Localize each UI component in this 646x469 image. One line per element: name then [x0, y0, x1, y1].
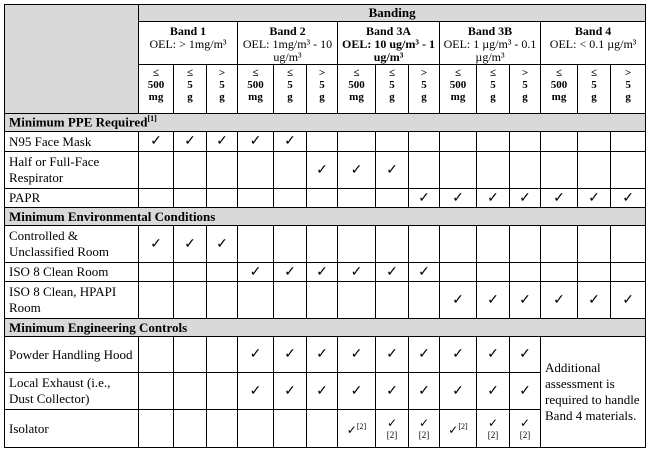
check-mark: ✓	[238, 337, 274, 373]
check-mark: ✓	[338, 373, 376, 410]
qty-subheader: ≤ 5 g	[274, 65, 307, 114]
empty-cell	[510, 152, 541, 189]
empty-cell	[174, 189, 207, 208]
empty-cell	[541, 132, 578, 152]
empty-cell	[307, 226, 338, 263]
row-label: PAPR	[5, 189, 139, 208]
empty-cell	[174, 282, 207, 319]
band-4-note: Additional assessment is required to handle Band 4 materials.	[541, 337, 646, 448]
row-label: ISO 8 Clean, HPAPI Room	[5, 282, 139, 319]
check-mark: ✓	[174, 132, 207, 152]
empty-cell	[477, 263, 510, 282]
qty-subheader: ≤ 500 mg	[139, 65, 174, 114]
empty-cell	[207, 410, 238, 448]
band-2-header	[238, 22, 338, 65]
check-mark: ✓	[238, 132, 274, 152]
check-mark: ✓	[409, 263, 440, 282]
band-oel: OEL: < 0.1 µg/m³	[549, 37, 637, 51]
empty-cell	[510, 132, 541, 152]
empty-cell	[541, 152, 578, 189]
empty-cell	[611, 226, 646, 263]
row-label: Local Exhaust (i.e., Dust Collector)	[5, 373, 139, 410]
check-mark: ✓	[376, 373, 409, 410]
band-oel: OEL: > 1mg/m³	[149, 37, 227, 51]
empty-cell	[578, 226, 611, 263]
section-engineering: Minimum Engineering Controls	[5, 319, 646, 337]
empty-cell	[477, 226, 510, 263]
check-mark: ✓	[307, 263, 338, 282]
table-row	[5, 226, 646, 263]
check-mark: ✓	[207, 226, 238, 263]
empty-cell	[376, 226, 409, 263]
empty-cell	[338, 282, 376, 319]
check-mark: ✓	[477, 337, 510, 373]
band-oel: OEL: 1 µg/m³ - 0.1 µg/m³	[443, 37, 537, 64]
check-mark-footnote: ✓ [2]	[376, 410, 409, 448]
empty-cell	[207, 373, 238, 410]
check-mark: ✓	[238, 263, 274, 282]
empty-cell	[510, 226, 541, 263]
row-label: Controlled & Unclassified Room	[5, 226, 139, 263]
qty-subheader: ≤ 5 g	[477, 65, 510, 114]
empty-cell	[440, 152, 477, 189]
empty-cell	[139, 282, 174, 319]
check-mark: ✓	[376, 263, 409, 282]
row-label: ISO 8 Clean Room	[5, 263, 139, 282]
check-mark: ✓	[440, 282, 477, 319]
corner-cell	[5, 5, 139, 114]
check-mark: ✓	[477, 282, 510, 319]
check-mark: ✓	[174, 226, 207, 263]
band-3b-header	[440, 22, 541, 65]
band-1-header	[139, 22, 238, 65]
empty-cell	[274, 152, 307, 189]
empty-cell	[174, 263, 207, 282]
empty-cell	[207, 189, 238, 208]
banding-title: Banding	[139, 5, 646, 22]
empty-cell	[578, 152, 611, 189]
empty-cell	[139, 189, 174, 208]
empty-cell	[307, 189, 338, 208]
check-mark: ✓	[541, 189, 578, 208]
empty-cell	[440, 132, 477, 152]
check-mark: ✓	[440, 337, 477, 373]
empty-cell	[578, 263, 611, 282]
empty-cell	[541, 226, 578, 263]
check-mark: ✓	[307, 337, 338, 373]
empty-cell	[174, 373, 207, 410]
qty-subheader: ≤ 500 mg	[338, 65, 376, 114]
empty-cell	[207, 282, 238, 319]
empty-cell	[510, 263, 541, 282]
empty-cell	[274, 226, 307, 263]
check-mark-footnote: ✓[2]	[338, 410, 376, 448]
check-mark: ✓	[440, 373, 477, 410]
check-mark-footnote: ✓ [2]	[477, 410, 510, 448]
band-name: Band 3A	[365, 24, 412, 38]
band-name: Band 3B	[467, 24, 513, 38]
check-mark: ✓	[510, 189, 541, 208]
empty-cell	[274, 189, 307, 208]
section-environmental: Minimum Environmental Conditions	[5, 208, 646, 226]
empty-cell	[139, 410, 174, 448]
empty-cell	[174, 152, 207, 189]
check-mark: ✓	[541, 282, 578, 319]
check-mark: ✓	[510, 373, 541, 410]
check-mark: ✓	[338, 152, 376, 189]
empty-cell	[274, 410, 307, 448]
empty-cell	[477, 132, 510, 152]
empty-cell	[238, 410, 274, 448]
empty-cell	[207, 152, 238, 189]
empty-cell	[174, 337, 207, 373]
check-mark: ✓	[274, 373, 307, 410]
band-name: Band 4	[574, 24, 612, 38]
empty-cell	[376, 282, 409, 319]
check-mark: ✓	[578, 189, 611, 208]
empty-cell	[440, 263, 477, 282]
empty-cell	[376, 132, 409, 152]
empty-cell	[409, 226, 440, 263]
qty-subheader: > 5 g	[207, 65, 238, 114]
table-row	[5, 337, 646, 373]
check-mark: ✓	[139, 132, 174, 152]
table-row	[5, 263, 646, 282]
empty-cell	[578, 132, 611, 152]
check-mark: ✓	[477, 373, 510, 410]
empty-cell	[307, 410, 338, 448]
check-mark-footnote: ✓ [2]	[510, 410, 541, 448]
check-mark: ✓	[338, 263, 376, 282]
empty-cell	[238, 226, 274, 263]
band-3a-header	[338, 22, 440, 65]
qty-subheader: ≤ 5 g	[174, 65, 207, 114]
qty-subheader: > 5 g	[510, 65, 541, 114]
qty-subheader: ≤ 5 g	[376, 65, 409, 114]
table-row	[5, 132, 646, 152]
empty-cell	[307, 132, 338, 152]
empty-cell	[139, 337, 174, 373]
band-name: Band 1	[169, 24, 207, 38]
empty-cell	[139, 152, 174, 189]
band-oel: OEL: 10 ug/m³ - 1 ug/m³	[342, 37, 435, 64]
check-mark: ✓	[510, 337, 541, 373]
empty-cell	[409, 152, 440, 189]
qty-subheader: > 5 g	[611, 65, 646, 114]
empty-cell	[477, 152, 510, 189]
empty-cell	[139, 263, 174, 282]
band-oel: OEL: 1mg/m³ - 10 ug/m³	[242, 37, 333, 64]
empty-cell	[611, 152, 646, 189]
check-mark: ✓	[274, 132, 307, 152]
qty-subheader: ≤ 500 mg	[440, 65, 477, 114]
check-mark: ✓	[376, 337, 409, 373]
empty-cell	[207, 263, 238, 282]
empty-cell	[238, 189, 274, 208]
empty-cell	[238, 282, 274, 319]
check-mark: ✓	[139, 226, 174, 263]
check-mark: ✓	[477, 189, 510, 208]
check-mark: ✓	[238, 373, 274, 410]
empty-cell	[409, 282, 440, 319]
band-name: Band 2	[269, 24, 306, 38]
empty-cell	[611, 132, 646, 152]
row-label: Powder Handling Hood	[5, 337, 139, 373]
table-row	[5, 282, 646, 319]
empty-cell	[611, 263, 646, 282]
table-row	[5, 189, 646, 208]
empty-cell	[409, 132, 440, 152]
section-ppe: Minimum PPE Required[1]	[5, 114, 646, 132]
qty-subheader: > 5 g	[307, 65, 338, 114]
empty-cell	[541, 263, 578, 282]
empty-cell	[274, 282, 307, 319]
qty-subheader: ≤ 500 mg	[238, 65, 274, 114]
check-mark: ✓	[578, 282, 611, 319]
empty-cell	[139, 373, 174, 410]
table-row	[5, 152, 646, 189]
empty-cell	[338, 189, 376, 208]
check-mark-footnote: ✓[2]	[440, 410, 477, 448]
empty-cell	[307, 282, 338, 319]
qty-subheader: > 5 g	[409, 65, 440, 114]
check-mark: ✓	[307, 152, 338, 189]
empty-cell	[338, 226, 376, 263]
check-mark: ✓	[409, 189, 440, 208]
check-mark: ✓	[207, 132, 238, 152]
check-mark: ✓	[274, 337, 307, 373]
check-mark: ✓	[409, 337, 440, 373]
row-label: Half or Full-Face Respirator	[5, 152, 139, 189]
empty-cell	[207, 337, 238, 373]
check-mark: ✓	[611, 282, 646, 319]
empty-cell	[238, 152, 274, 189]
check-mark: ✓	[510, 282, 541, 319]
empty-cell	[338, 132, 376, 152]
check-mark: ✓	[338, 337, 376, 373]
check-mark: ✓	[307, 373, 338, 410]
check-mark: ✓	[409, 373, 440, 410]
empty-cell	[174, 410, 207, 448]
band-4-header	[541, 22, 646, 65]
row-label: N95 Face Mask	[5, 132, 139, 152]
qty-subheader: ≤ 500 mg	[541, 65, 578, 114]
check-mark: ✓	[274, 263, 307, 282]
empty-cell	[440, 226, 477, 263]
check-mark: ✓	[440, 189, 477, 208]
banding-table	[4, 4, 646, 448]
check-mark: ✓	[376, 152, 409, 189]
row-label: Isolator	[5, 410, 139, 448]
check-mark: ✓	[611, 189, 646, 208]
qty-subheader: ≤ 5 g	[578, 65, 611, 114]
check-mark-footnote: ✓ [2]	[409, 410, 440, 448]
empty-cell	[376, 189, 409, 208]
